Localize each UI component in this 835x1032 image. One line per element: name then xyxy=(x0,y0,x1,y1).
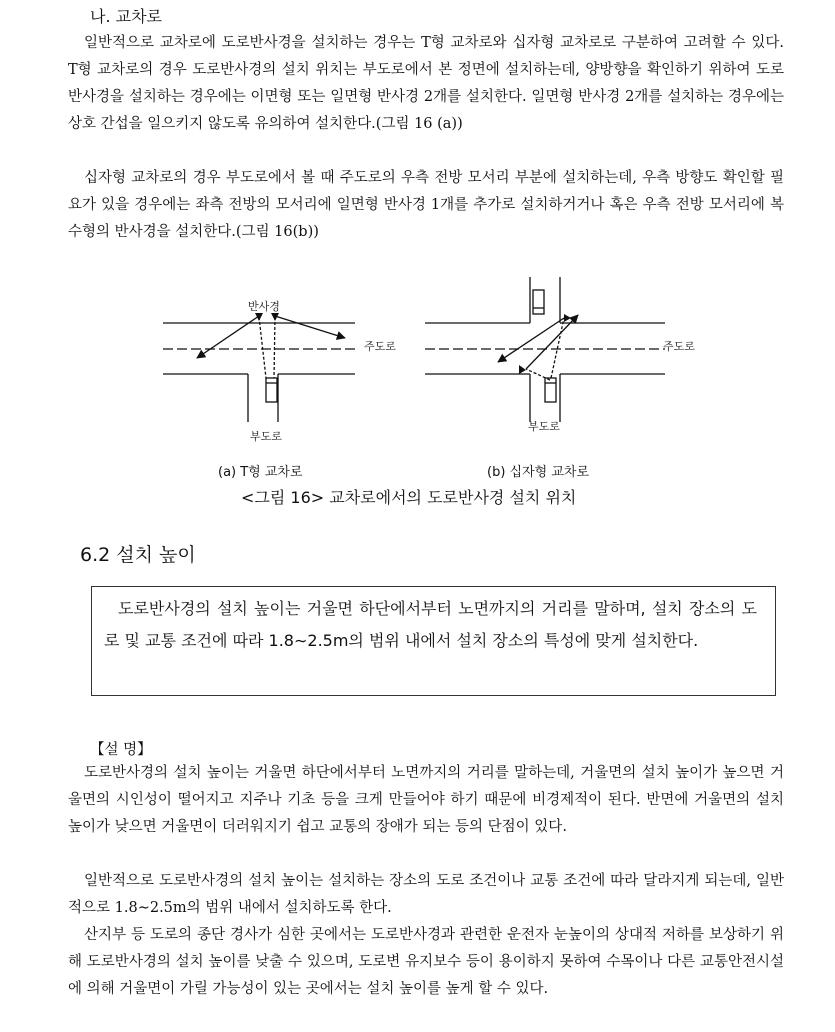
section-title-install-height: 6.2 설치 높이 xyxy=(80,544,196,566)
paragraph-intersection-cross: 십자형 교차로의 경우 부도로에서 볼 때 주도로의 우측 전방 모서리 부분에 설치하는데, 우측 방향도 확인할 필요가 있을 경우에는 좌측 전방의 모서리에 일면형 반사경 1개를 추가로 설치하거거나 혹은 우측 전방 모서리에 복수형의 반사경을 설치한다.(그림 16(b)) xyxy=(68,170,784,240)
description-label: 【설 명】 xyxy=(90,742,152,758)
paragraph-height-definition: 도로반사경의 설치 높이는 거울면 하단에서부터 노면까지의 거리를 말하는데, 거울면의 설치 높이가 높으면 거울면의 시인성이 떨어지고 지주나 기초 등을 크게 만들어야 하기 때문에 비경제적이 된다. 반면에 거울면의 설치 높이가 낮으면 거울면이 더러워지기 쉽고 교통의 장애가 되는 등의 단점이 있다. xyxy=(68,765,784,835)
figure-title: <그림 16> 교차로에서의 도로반사경 설치 위치 xyxy=(241,488,577,507)
standard-text: 도로반사경의 설치 높이는 거울면 하단에서부터 노면까지의 거리를 말하며, 설치 장소의 도로 및 교통 조건에 따라 1.8∼2.5m의 범위 내에서 설치 장소의 특성에 맞게 설치한다. xyxy=(104,599,757,650)
label-mirror: 반사경 xyxy=(248,300,280,313)
standard-text-box xyxy=(91,586,776,696)
label-side-road-a: 부도로 xyxy=(250,430,282,443)
figure-16-diagram xyxy=(155,270,715,470)
label-main-road-a: 주도로 xyxy=(364,340,396,353)
mirror-left-front-icon xyxy=(519,365,526,374)
label-main-road-b: 주도로 xyxy=(663,340,695,353)
label-side-road-b: 부도로 xyxy=(528,420,560,433)
caption-cross-intersection: (b) 십자형 교차로 xyxy=(487,465,590,480)
mirror-right-front-icon xyxy=(564,314,571,322)
paragraph-height-adjustment: 산지부 등 도로의 종단 경사가 심한 곳에서는 도로반사경과 관련한 운전자 눈높이의 상대적 저하를 보상하기 위해 도로반사경의 설치 높이를 낮출 수 있으며, 도로변 유지보수 등이 용이하지 못하여 수목이나 다른 교통안전시설에 의해 거울면이 가릴 가능성이 있는 곳에서는 설치 높이를 높게 할 수 있다. xyxy=(68,927,784,997)
paragraph-intersection-t: 일반적으로 교차로에 도로반사경을 설치하는 경우는 T형 교차로와 십자형 교차로로 구분하여 고려할 수 있다. T형 교차로의 경우 도로반사경의 설치 위치는 부도로에서 본 정면에 설치하는데, 양방향을 확인하기 위하여 도로반사경을 설치하는 경우에는 이면형 또는 일면형 반사경 2개를 설치한다. 일면형 반사경 2개를 설치하는 경우에는 상호 간섭을 일으키지 않도록 유의하여 설치한다.(그림 16 (a)) xyxy=(68,35,784,132)
section-heading-intersection: 나. 교차로 xyxy=(90,7,162,26)
mirror-left-icon xyxy=(255,313,263,321)
cross-intersection-diagram xyxy=(425,277,665,422)
caption-t-intersection: (a) T형 교차로 xyxy=(218,465,303,480)
paragraph-height-range: 일반적으로 도로반사경의 설치 높이는 설치하는 장소의 도로 조건이나 교통 조건에 따라 달라지게 되는데, 일반적으로 1.8∼2.5m의 범위 내에서 설치하도록 한다. xyxy=(68,873,784,916)
t-intersection-diagram xyxy=(163,313,355,422)
